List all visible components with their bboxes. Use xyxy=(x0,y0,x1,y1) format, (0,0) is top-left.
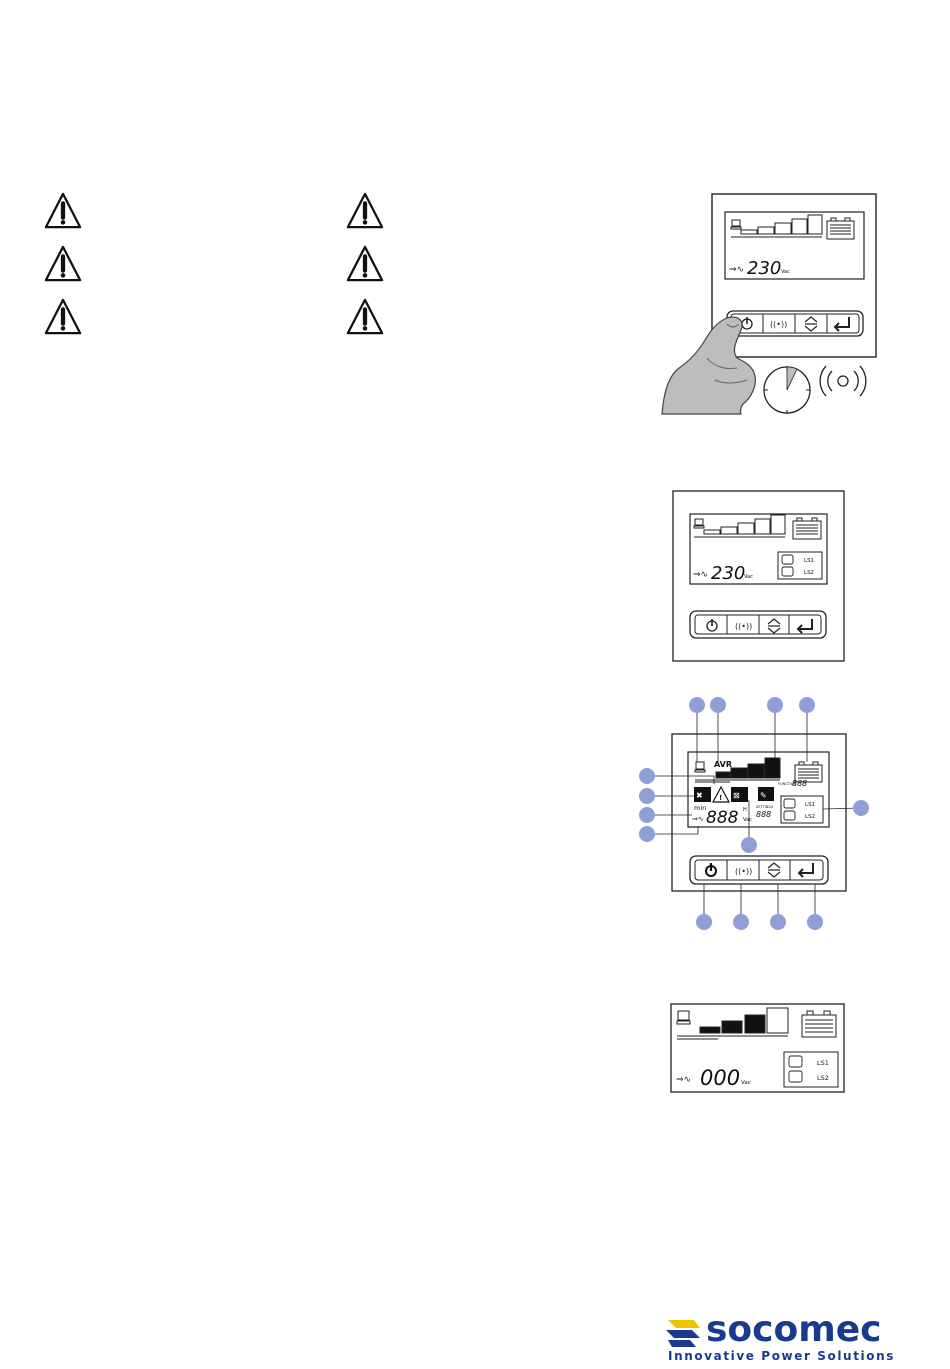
battery-icon xyxy=(802,1011,836,1037)
voltage-readout: 230 xyxy=(747,258,782,279)
callout-marker xyxy=(710,697,726,713)
warning-triangle-icon xyxy=(44,298,82,336)
callout-marker xyxy=(770,914,786,930)
outlet-icon xyxy=(789,1056,802,1067)
min-label: min xyxy=(694,804,707,812)
unit-h: H xyxy=(743,807,747,813)
outlet-icon xyxy=(784,799,795,808)
computer-icon xyxy=(678,1011,689,1020)
svg-text:!: ! xyxy=(719,794,723,802)
callout-marker xyxy=(639,807,655,823)
svg-text:✎: ✎ xyxy=(760,791,767,800)
callout-marker xyxy=(853,800,869,816)
outlet-label: LS1 xyxy=(817,1059,829,1067)
buzzer-icon xyxy=(820,366,866,396)
socomec-logo-mark xyxy=(664,1318,704,1348)
logo-tagline: Innovative Power Solutions xyxy=(668,1349,895,1363)
unit-vac: Vac xyxy=(743,817,752,823)
callout-marker xyxy=(639,788,655,804)
voltage-unit: Vac xyxy=(744,574,753,580)
settings-label: SETTINGS xyxy=(756,805,774,809)
battery-icon xyxy=(793,518,821,539)
voltage-unit: Vac xyxy=(781,269,790,275)
ups-panel-outlets-figure xyxy=(672,490,847,663)
warning-triangle-icon xyxy=(346,245,384,283)
computer-icon xyxy=(732,220,740,226)
logo-brand-text: socomec xyxy=(706,1309,882,1350)
ac-input-icon: ⇒∿ xyxy=(693,570,709,580)
callout-marker xyxy=(696,914,712,930)
outlet-label: LS2 xyxy=(805,814,816,820)
computer-icon xyxy=(695,519,703,525)
avr-label: AVR xyxy=(714,760,732,769)
warning-triangle-icon xyxy=(44,192,82,230)
function-value: 888 xyxy=(792,779,808,788)
outlet-icon xyxy=(784,811,795,820)
alarm-button[interactable]: ((•)) xyxy=(735,622,753,631)
warning-triangle-icon xyxy=(44,245,82,283)
ups-lcd-zero-figure xyxy=(670,1003,846,1095)
outlet-icon xyxy=(782,567,793,576)
callout-marker xyxy=(807,914,823,930)
alarm-button[interactable]: ((•)) xyxy=(735,867,753,876)
function-label: FUNCTION xyxy=(778,782,797,786)
outlet-label: LS2 xyxy=(817,1074,829,1082)
outlet-icon xyxy=(789,1071,802,1082)
callout-marker xyxy=(639,826,655,842)
voltage-unit: Vac xyxy=(741,1080,751,1086)
callout-marker xyxy=(741,837,757,853)
battery-icon xyxy=(827,218,854,239)
callout-marker xyxy=(689,697,705,713)
timer-icon xyxy=(764,366,810,414)
warning-triangle-icon xyxy=(346,192,384,230)
ac-input-icon: ⇒∿ xyxy=(692,815,704,823)
alarm-button[interactable]: ((•)) xyxy=(770,320,788,329)
callout-marker xyxy=(767,697,783,713)
socomec-logo xyxy=(664,1309,914,1364)
voltage-readout: 000 xyxy=(700,1066,741,1090)
outlet-icon xyxy=(782,555,793,564)
outlet-label: LS1 xyxy=(804,558,815,564)
svg-text:⊠: ⊠ xyxy=(733,791,740,800)
callout-marker xyxy=(639,768,655,784)
ups-display-annotated-figure xyxy=(630,688,875,934)
computer-icon xyxy=(696,762,704,769)
voltage-readout: 230 xyxy=(711,563,746,584)
ac-input-icon: ⇒∿ xyxy=(676,1075,692,1085)
callout-marker xyxy=(733,914,749,930)
ups-panel-power-press-figure xyxy=(655,190,880,425)
value-readout: 888 xyxy=(706,808,739,828)
ac-input-icon: ⇒∿ xyxy=(729,265,745,275)
warning-triangle-icon xyxy=(346,298,384,336)
svg-text:✖: ✖ xyxy=(696,791,703,800)
outlet-label: LS2 xyxy=(804,570,815,576)
callout-marker xyxy=(799,697,815,713)
outlet-label: LS1 xyxy=(805,802,816,808)
settings-value: 888 xyxy=(756,810,772,819)
